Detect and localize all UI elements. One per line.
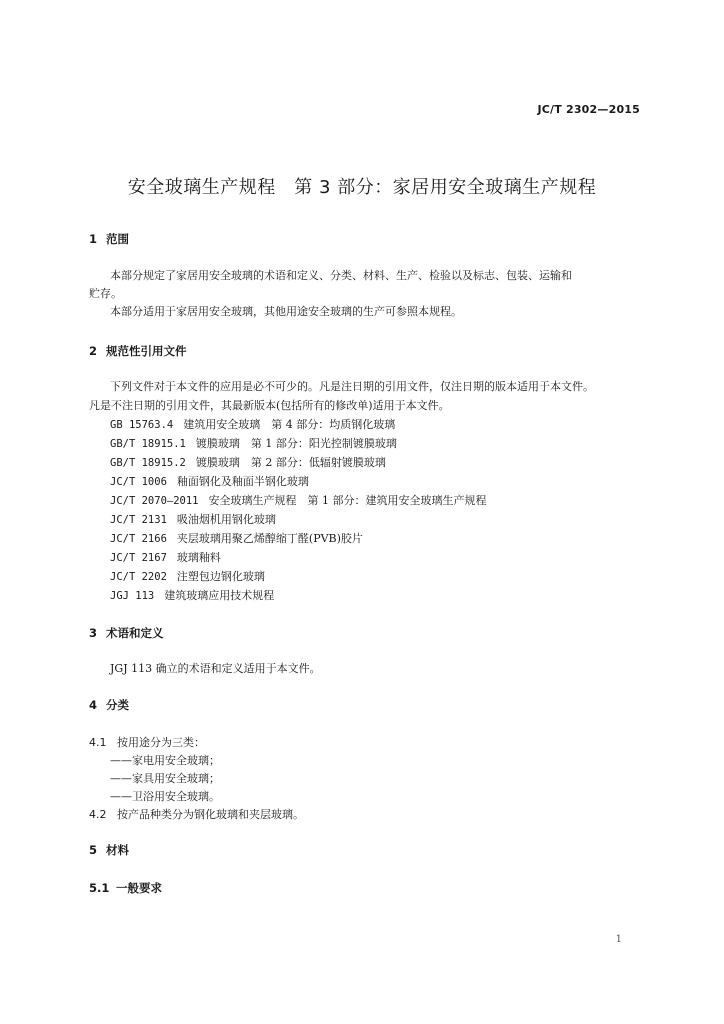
- references-intro-line-1: 下列文件对于本文件的应用是必不可少的。凡是注日期的引用文件，仅注日期的版本适用于本文件。: [110, 380, 594, 393]
- section-1-heading: [89, 231, 129, 247]
- reference-code: GB/T 18915.1: [110, 438, 186, 450]
- reference-title: 吸油烟机用钢化玻璃: [176, 513, 276, 526]
- document-title: 安全玻璃生产规程 第 3 部分：家居用安全玻璃生产规程: [127, 177, 597, 198]
- reference-item: [110, 454, 386, 470]
- list-item: ——家具用安全玻璃；: [110, 772, 220, 785]
- reference-title: 玻璃釉料: [176, 551, 221, 564]
- section-1-number: 1: [89, 232, 98, 246]
- section-1-title: 范围: [106, 232, 129, 246]
- section-2-title: 规范性引用文件: [106, 344, 187, 358]
- clause-5-1-title: 一般要求: [116, 881, 162, 895]
- page-number: 1: [615, 934, 622, 945]
- reference-title: 镀膜玻璃 第 1 部分：阳光控制镀膜玻璃: [195, 437, 397, 450]
- reference-item: [110, 549, 221, 565]
- reference-item: [110, 416, 395, 432]
- reference-title: 釉面钢化及釉面半钢化玻璃: [176, 475, 309, 488]
- clause-4-2: [89, 806, 304, 822]
- references-intro-line-2: 凡是不注日期的引用文件，其最新版本(包括所有的修改单)适用于本文件。: [89, 399, 450, 412]
- section-3-title: 术语和定义: [106, 626, 164, 640]
- scope-paragraph-2: 本部分适用于家居用安全玻璃，其他用途安全玻璃的生产可参照本规程。: [110, 305, 462, 318]
- clause-4-1-number: 4.1: [89, 736, 107, 749]
- reference-item: [110, 568, 265, 584]
- reference-code: GB 15763.4: [110, 419, 174, 431]
- reference-title: 注塑包边钢化玻璃: [176, 570, 265, 583]
- scope-paragraph-1-line-2: 贮存。: [89, 287, 122, 300]
- section-5-title: 材料: [106, 843, 129, 857]
- reference-code: JC/T 2166: [110, 533, 167, 545]
- reference-title: 夹层玻璃用聚乙烯醇缩丁醛(PVB)胶片: [176, 532, 363, 545]
- section-3-heading: [89, 625, 164, 641]
- reference-item: [110, 530, 363, 546]
- list-item: ——卫浴用安全玻璃。: [110, 790, 220, 803]
- clause-4-2-text: 按产品种类分为钢化玻璃和夹层玻璃。: [117, 808, 304, 821]
- clause-4-1-text: 按用途分为三类：: [117, 736, 205, 749]
- reference-code: JGJ 113: [110, 590, 155, 602]
- reference-code: JC/T 1006: [110, 476, 167, 488]
- reference-code: JC/T 2202: [110, 571, 167, 583]
- reference-title: 安全玻璃生产规程 第 1 部分：建筑用安全玻璃生产规程: [208, 494, 487, 507]
- section-5-heading: [89, 842, 129, 858]
- list-item: ——家电用安全玻璃；: [110, 754, 220, 767]
- reference-item: [110, 435, 397, 451]
- reference-title: 建筑玻璃应用技术规程: [164, 589, 275, 602]
- reference-code: GB/T 18915.2: [110, 457, 186, 469]
- reference-code: JC/T 2131: [110, 514, 167, 526]
- section-4-title: 分类: [106, 698, 129, 712]
- reference-code: JC/T 2167: [110, 552, 167, 564]
- section-3-number: 3: [89, 626, 98, 640]
- clause-4-1: [89, 734, 205, 750]
- reference-item: [110, 587, 274, 603]
- clause-4-2-number: 4.2: [89, 808, 107, 821]
- standard-code: JC/T 2302—2015: [537, 103, 640, 116]
- reference-item: [110, 492, 487, 508]
- section-2-heading: [89, 343, 187, 359]
- reference-title: 建筑用安全玻璃 第 4 部分：均质钢化玻璃: [183, 418, 396, 431]
- scope-paragraph-1-line-1: 本部分规定了家居用安全玻璃的术语和定义、分类、材料、生产、检验以及标志、包装、运输和: [110, 269, 572, 282]
- terms-paragraph: JGJ 113 确立的术语和定义适用于本文件。: [110, 662, 321, 675]
- section-2-number: 2: [89, 344, 98, 358]
- reference-item: [110, 473, 309, 489]
- section-4-number: 4: [89, 698, 98, 712]
- reference-item: [110, 511, 276, 527]
- section-5-number: 5: [89, 843, 98, 857]
- reference-title: 镀膜玻璃 第 2 部分：低辐射镀膜玻璃: [195, 456, 386, 469]
- clause-5-1-heading: [89, 880, 162, 896]
- clause-5-1-number: 5.1: [89, 881, 110, 895]
- reference-code: JC/T 2070—2011: [110, 495, 199, 507]
- section-4-heading: [89, 697, 129, 713]
